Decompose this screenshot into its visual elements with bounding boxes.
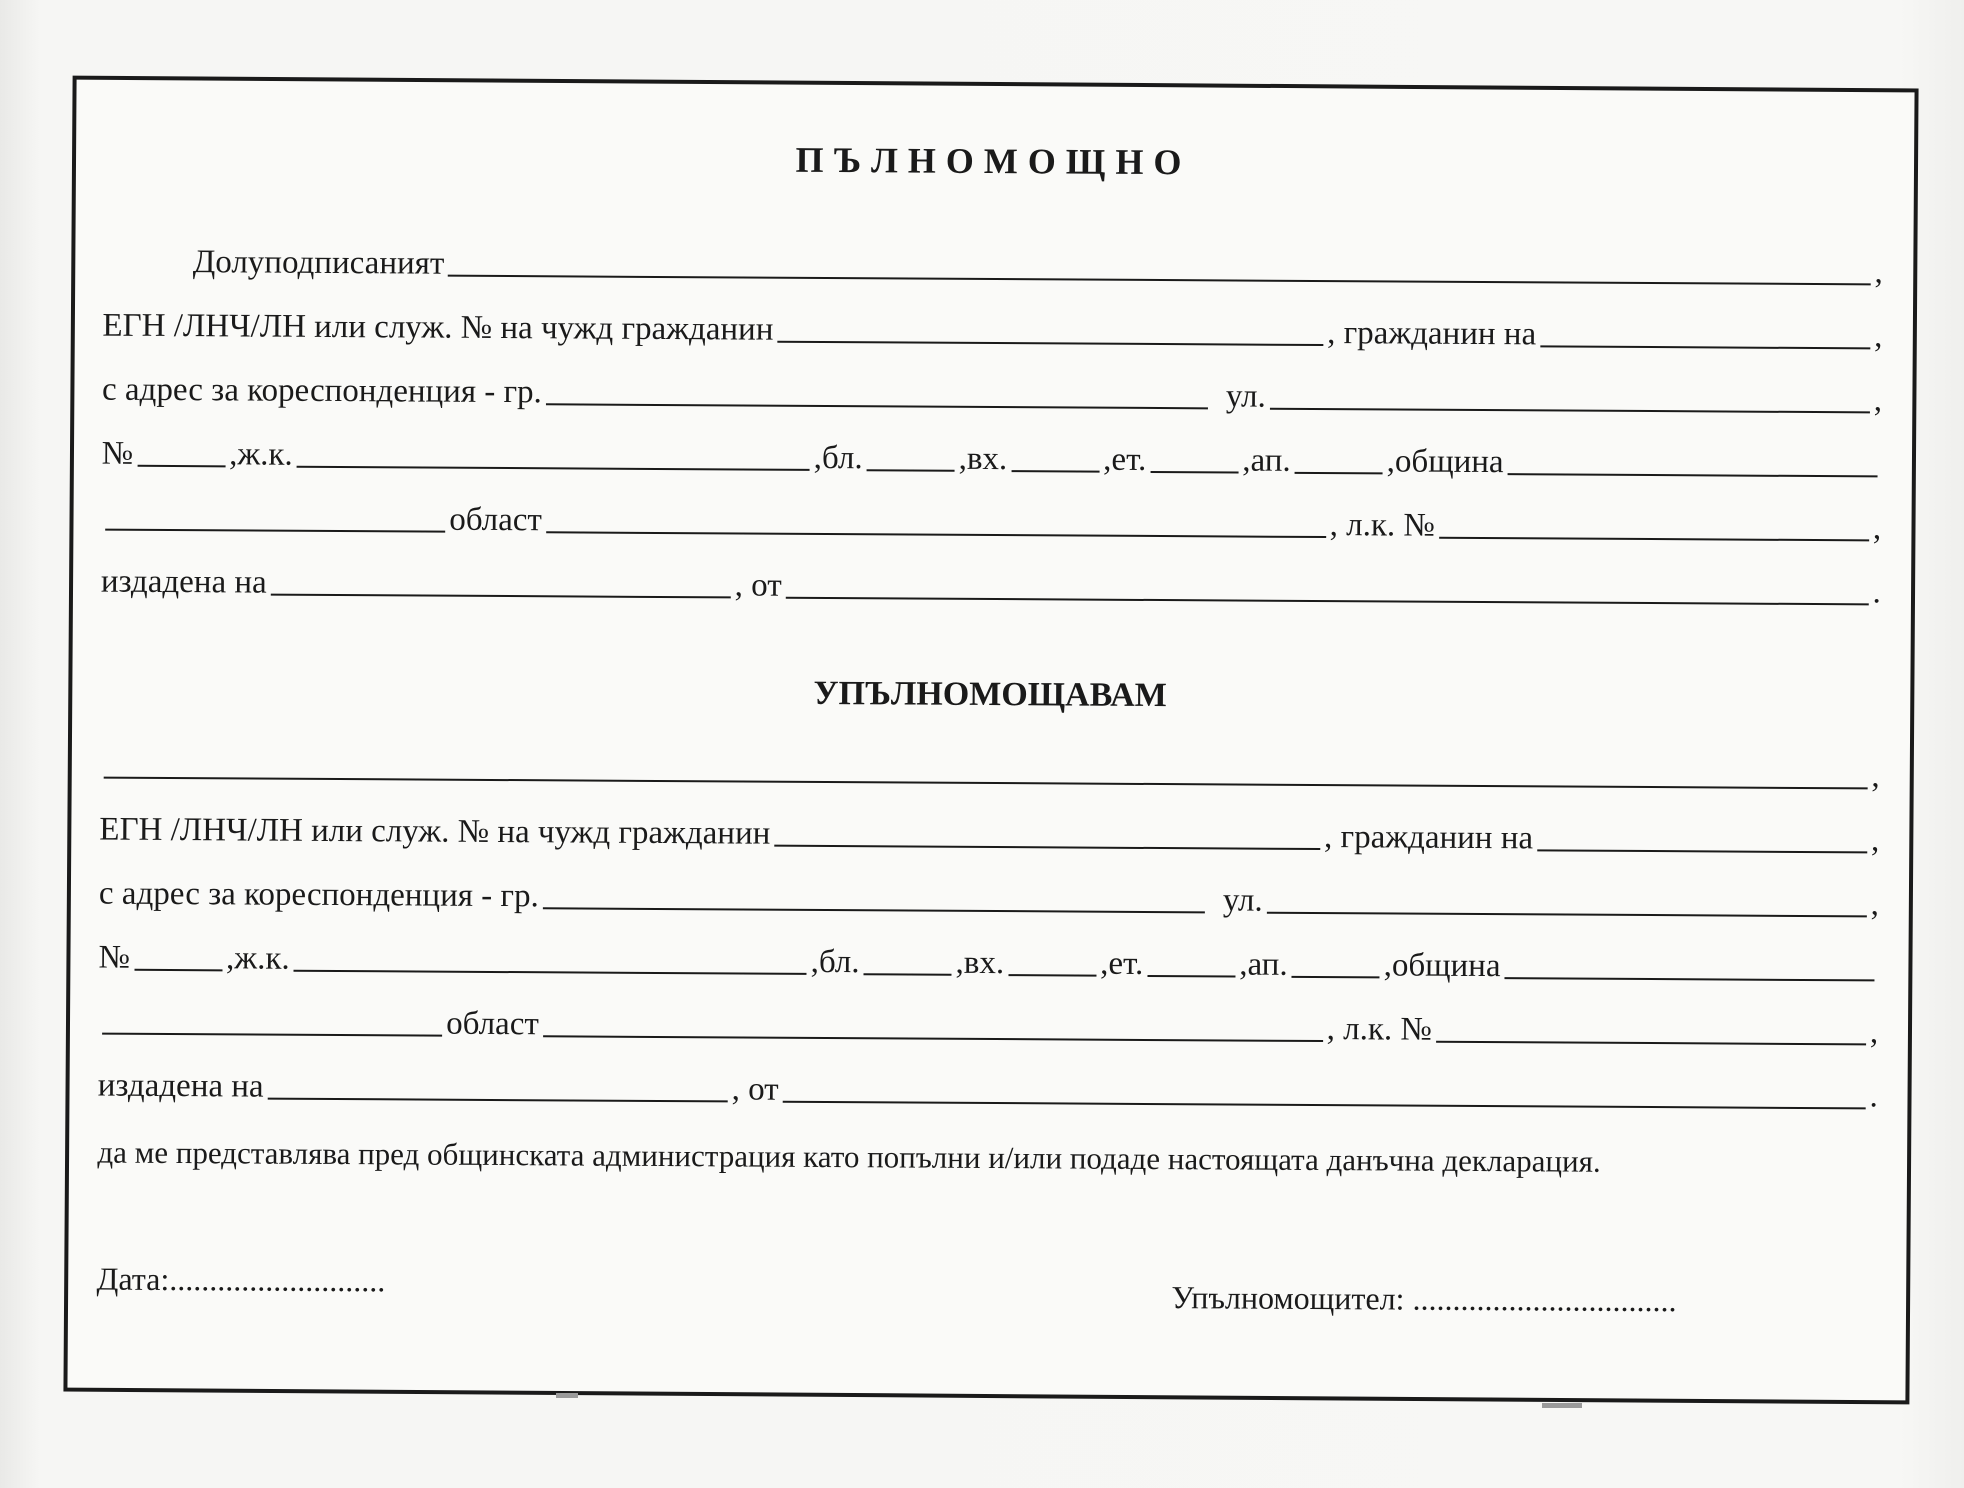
grantee-region-field[interactable]	[102, 1003, 442, 1037]
citizen-of-label: , гражданин на	[1324, 819, 1534, 857]
from-label: , от	[734, 567, 782, 604]
power-of-attorney-form	[96, 135, 1883, 1321]
grantor-name-field[interactable]	[448, 245, 1870, 286]
scan-mark	[1542, 1403, 1582, 1408]
municipality-label: ,община	[1383, 947, 1501, 985]
id-card-label: , л.к. №	[1326, 1011, 1433, 1048]
grantee-street-field[interactable]	[1267, 882, 1867, 918]
number-label: №	[101, 435, 134, 472]
egn-label: ЕГН /ЛНЧ/ЛН или служ. № на чужд гражданин	[102, 307, 774, 348]
id-card-label: , л.к. №	[1329, 507, 1436, 544]
grantee-region-name-field[interactable]	[543, 1005, 1323, 1042]
grantor-region-field[interactable]	[105, 499, 445, 533]
grantor-id-card-field[interactable]	[1439, 507, 1869, 542]
from-label: , от	[731, 1071, 779, 1108]
comma: ,	[1870, 822, 1880, 859]
grantee-issued-date-field[interactable]	[268, 1068, 728, 1103]
page-title: ПЪЛНОМОЩНО	[795, 139, 1192, 183]
grantee-number-field[interactable]	[134, 939, 222, 972]
region-label: област	[449, 501, 543, 539]
comma: ,	[1873, 382, 1883, 419]
grantee-complex-field[interactable]	[294, 940, 807, 975]
grantee-egn-row	[99, 785, 1879, 860]
apartment-label: ,ап.	[1242, 442, 1291, 479]
grantee-egn-field[interactable]	[774, 815, 1320, 850]
complex-label: ,ж.к.	[225, 940, 290, 977]
floor-label: ,ет.	[1103, 441, 1147, 478]
address-label: с адрес за кореспонденция - гр.	[98, 875, 539, 915]
grantor-city-field[interactable]	[546, 373, 1208, 409]
grantee-region-row	[98, 977, 1878, 1052]
grantor-complex-field[interactable]	[297, 436, 810, 471]
street-label: ул.	[1222, 882, 1263, 919]
comma: ,	[1871, 758, 1880, 795]
period: .	[1872, 574, 1881, 611]
region-label: област	[446, 1005, 539, 1043]
comma: ,	[1872, 510, 1882, 547]
grantee-name-field[interactable]	[104, 747, 1868, 790]
grantee-municipality-field[interactable]	[1504, 947, 1874, 981]
signer-field[interactable]: Упълномощител: .................................	[1171, 1279, 1677, 1319]
grantee-id-card-field[interactable]	[1436, 1011, 1866, 1046]
date-field[interactable]: Дата:...........................	[96, 1260, 386, 1299]
comma: ,	[1874, 318, 1883, 355]
comma: ,	[1874, 254, 1883, 291]
grantor-address-row	[102, 345, 1882, 420]
representation-statement: да ме представлява пред общинската администрация като попълни и/или подаде настоящата данъчна декларация.	[97, 1134, 1601, 1179]
grantor-municipality-field[interactable]	[1508, 443, 1878, 477]
municipality-label: ,община	[1386, 443, 1504, 481]
block-label: ,бл.	[810, 943, 860, 981]
undersigned-label: Долуподписаният	[192, 244, 445, 282]
grantee-issued-by-field[interactable]	[783, 1071, 1866, 1110]
address-label: с адрес за кореспонденция - гр.	[101, 371, 542, 411]
grantee-apartment-field[interactable]	[1292, 946, 1380, 979]
grantee-issued-row	[98, 1041, 1878, 1116]
street-label: ул.	[1225, 378, 1266, 415]
grantor-name-row	[103, 217, 1883, 292]
grantor-block-field[interactable]	[867, 439, 955, 472]
grantor-issued-date-field[interactable]	[271, 564, 731, 599]
apartment-label: ,ап.	[1239, 946, 1288, 983]
grantor-number-field[interactable]	[137, 435, 225, 468]
grantee-address-row	[99, 849, 1879, 924]
citizen-of-label: , гражданин на	[1327, 315, 1537, 353]
grantor-building-row	[102, 409, 1882, 484]
grantor-entrance-field[interactable]	[1011, 440, 1099, 473]
grantor-egn-row	[102, 281, 1882, 356]
grantor-issued-row	[101, 537, 1881, 612]
scan-mark	[556, 1393, 578, 1398]
comma: ,	[1869, 1014, 1879, 1051]
complex-label: ,ж.к.	[229, 436, 293, 473]
egn-label: ЕГН /ЛНЧ/ЛН или служ. № на чужд гражданин	[99, 811, 771, 852]
grantee-name-row	[100, 721, 1880, 796]
grantor-region-row	[101, 473, 1881, 548]
grantee-building-row	[98, 913, 1878, 988]
grantee-citizenship-field[interactable]	[1537, 819, 1867, 853]
entrance-label: ,вх.	[955, 944, 1005, 982]
period: .	[1869, 1078, 1878, 1115]
grantor-egn-field[interactable]	[777, 311, 1323, 346]
grantor-floor-field[interactable]	[1150, 441, 1238, 474]
grantor-region-name-field[interactable]	[546, 501, 1326, 538]
issued-on-label: издадена на	[100, 563, 267, 601]
grantor-apartment-field[interactable]	[1295, 442, 1383, 475]
section-title: УПЪЛНОМОЩАВАМ	[813, 674, 1167, 715]
block-label: ,бл.	[813, 439, 863, 477]
comma: ,	[1870, 886, 1880, 923]
entrance-label: ,вх.	[958, 440, 1008, 478]
grantor-issued-by-field[interactable]	[786, 567, 1869, 606]
floor-label: ,ет.	[1100, 945, 1144, 982]
grantee-entrance-field[interactable]	[1008, 944, 1096, 977]
issued-on-label: издадена на	[97, 1067, 264, 1105]
grantee-block-field[interactable]	[863, 943, 951, 976]
grantee-city-field[interactable]	[543, 877, 1205, 913]
grantor-street-field[interactable]	[1270, 378, 1870, 414]
number-label: №	[98, 939, 131, 976]
grantee-floor-field[interactable]	[1147, 945, 1235, 978]
grantor-citizenship-field[interactable]	[1540, 315, 1870, 349]
